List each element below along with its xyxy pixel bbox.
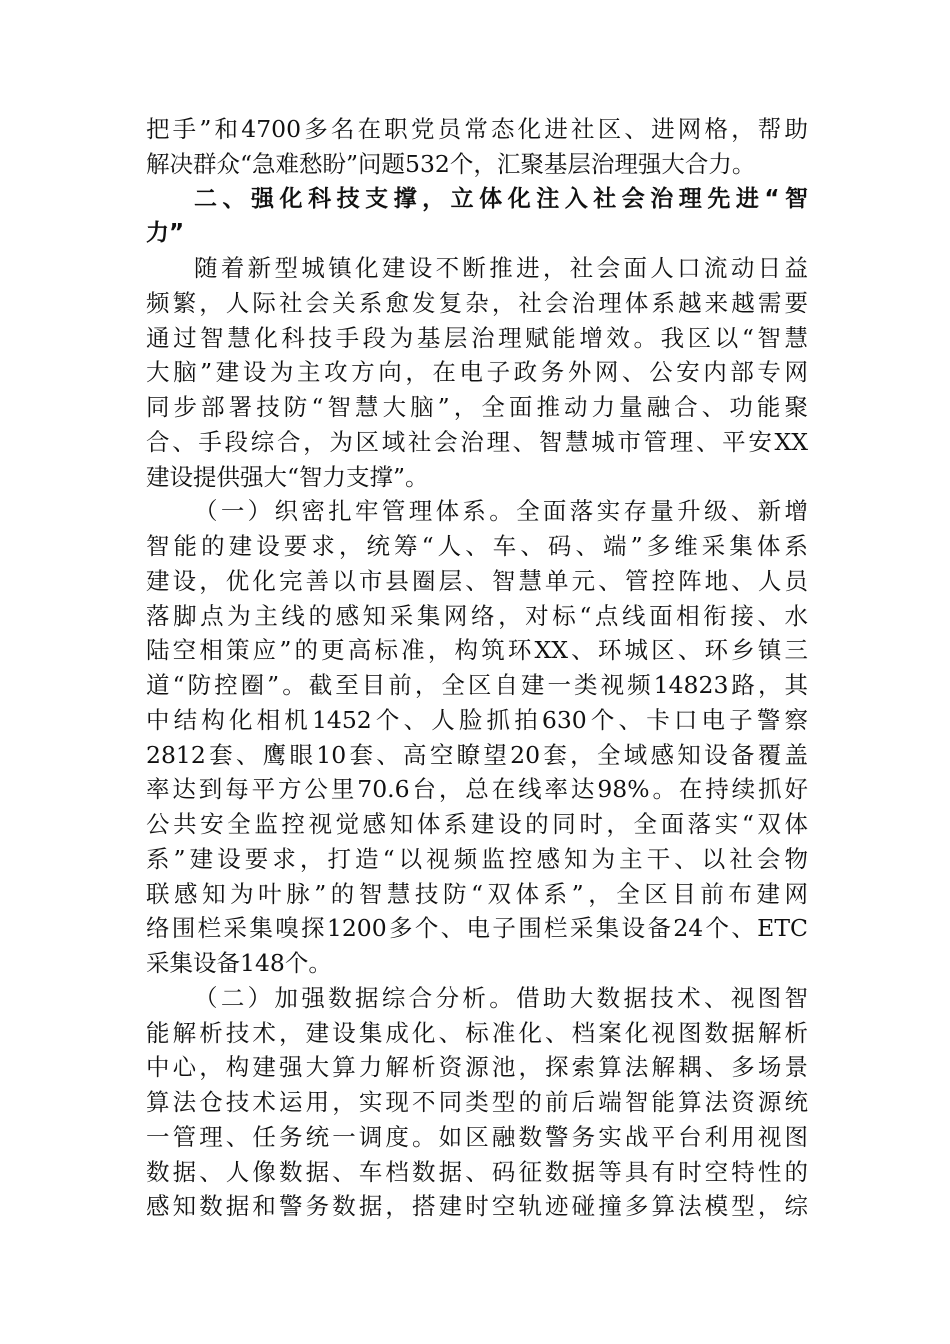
paragraph-line: 建设提供强大“智力支撑”。 bbox=[146, 462, 429, 491]
paragraph-line: 数据、人像数据、车档数据、码征数据等具有时空特性的 bbox=[146, 1157, 808, 1186]
paragraph-line: 算法仓技术运用，实现不同类型的前后端智能算法资源统 bbox=[146, 1088, 808, 1116]
paragraph-line: 解决群众“急难愁盼”问题532个，汇聚基层治理强大合力。 bbox=[146, 149, 756, 178]
paragraph-line: 采集设备148个。 bbox=[146, 949, 332, 977]
paragraph-line: 联感知为叶脉”的智慧技防“双体系”，全区目前布建网 bbox=[146, 879, 808, 908]
paragraph-line: 2812套、鹰眼10套、高空瞭望20套，全域感知设备覆盖 bbox=[146, 740, 808, 769]
paragraph-line: 能解析技术，建设集成化、标准化、档案化视图数据解析 bbox=[146, 1018, 808, 1047]
paragraph-line: 同步部署技防“智慧大脑”，全面推动力量融合、功能聚 bbox=[146, 393, 808, 421]
paragraph-line: 频繁，人际社会关系愈发复杂，社会治理体系越来越需要 bbox=[146, 288, 808, 317]
subsection-title: （一）织密扎牢管理体系。 bbox=[194, 497, 517, 526]
paragraph-line: 中心，构建强大算力解析资源池，探索算法解耦、多场景 bbox=[146, 1053, 808, 1082]
paragraph-line: 一管理、任务统一调度。如区融数警务实战平台利用视图 bbox=[146, 1122, 808, 1151]
paragraph-line: 通过智慧化科技手段为基层治理赋能增效。我区以“智慧 bbox=[146, 323, 808, 352]
paragraph-line: 公共安全监控视觉感知体系建设的同时，全面落实“双体 bbox=[146, 810, 808, 838]
paragraph-line: 大脑”建设为主攻方向，在电子政务外网、公安内部专网 bbox=[146, 358, 808, 387]
section-heading: 力” bbox=[146, 220, 185, 247]
paragraph-line: 络围栏采集嗅探1200多个、电子围栏采集设备24个、ETC bbox=[146, 914, 808, 943]
paragraph-line: 建设，优化完善以市县圈层、智慧单元、管控阵地、人员 bbox=[146, 566, 808, 595]
subsection-title: （二）加强数据综合分析。 bbox=[194, 983, 517, 1012]
paragraph-line: 系”建设要求，打造“以视频监控感知为主干、以社会物 bbox=[146, 844, 808, 873]
paragraph-line: 陆空相策应”的更高标准，构筑环XX、环城区、环乡镇三 bbox=[146, 636, 808, 665]
subsection-first-line bbox=[146, 981, 808, 1016]
subsection-first-line bbox=[146, 494, 808, 529]
paragraph-line: 感知数据和警务数据，搭建时空轨迹碰撞多算法模型，综 bbox=[146, 1192, 808, 1221]
paragraph-line: 智能的建设要求，统筹“人、车、码、端”多维采集体系 bbox=[146, 532, 808, 560]
paragraph-line: 合、手段综合，为区域社会治理、智慧城市管理、平安XX bbox=[146, 427, 808, 456]
paragraph-line: 道“防控圈”。截至目前，全区自建一类视频14823路，其 bbox=[146, 671, 808, 699]
paragraph-line: 随着新型城镇化建设不断推进，社会面人口流动日益 bbox=[194, 254, 808, 282]
paragraph-line: 落脚点为主线的感知采集网络，对标“点线面相衔接、水 bbox=[146, 601, 808, 630]
subsection-text: 借助大数据技术、视图智 bbox=[516, 983, 809, 1012]
paragraph-line: 中结构化相机1452个、人脸抓拍630个、卡口电子警察 bbox=[146, 705, 808, 734]
subsection-text: 全面落实存量升级、新增 bbox=[516, 497, 809, 526]
paragraph-line: 把手”和4700多名在职党员常态化进社区、进网格，帮助 bbox=[146, 115, 808, 143]
document-page bbox=[146, 112, 808, 1224]
paragraph-line: 率达到每平方公里70.6台，总在线率达98%。在持续抓好 bbox=[146, 775, 808, 804]
section-heading: 二、强化科技支撑，立体化注入社会治理先进“智 bbox=[194, 185, 808, 212]
